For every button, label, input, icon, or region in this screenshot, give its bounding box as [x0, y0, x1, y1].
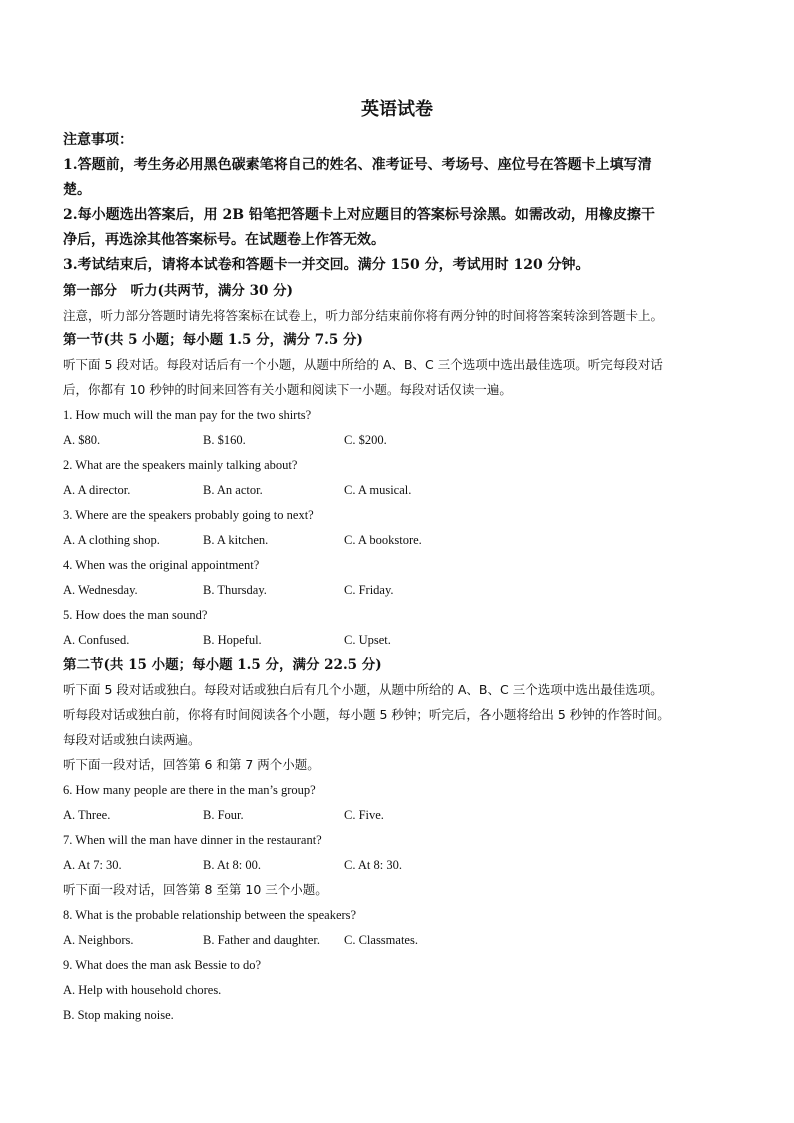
question-text: 1. How much will the man pay for the two shirts?: [63, 408, 312, 422]
question-text: 2. What are the speakers mainly talking about?: [63, 458, 298, 472]
section1-instructions: 听下面 5 段对话。每段对话后有一个小题，从题中所给的 A、B、C 三个选项中选出最佳选项。听完每段对话: [63, 357, 663, 372]
part1-heading: 第一部分 听力(共两节，满分 30 分): [63, 283, 293, 299]
notice-item: 3.考试结束后，请将本试卷和答题卡一并交回。满分 150 分，考试用时 120 分钟。: [63, 257, 590, 273]
option-b: B. At 8: 00.: [203, 858, 261, 872]
option-a: A. A director.: [63, 483, 131, 497]
option-b: B. Hopeful.: [203, 633, 262, 647]
option-a: A. Three.: [63, 808, 111, 822]
section2-heading: 第二节(共 15 小题；每小题 1.5 分，满分 22.5 分): [63, 657, 382, 673]
notice-item: 净后，再选涂其他答案标号。在试题卷上作答无效。: [63, 232, 385, 248]
option-c: C. Upset.: [344, 633, 391, 647]
notice-heading: 注意事项：: [63, 132, 133, 148]
option-b: B. Father and daughter.: [203, 933, 320, 947]
notice-item: 楚。: [63, 182, 91, 198]
group-instruction: 听下面一段对话，回答第 6 和第 7 两个小题。: [63, 757, 320, 772]
option-b: B. Thursday.: [203, 583, 267, 597]
option-a: A. $80.: [63, 433, 101, 447]
option-a: A. Neighbors.: [63, 933, 134, 947]
part1-note: 注意，听力部分答题时请先将答案标在试卷上，听力部分结束前你将有两分钟的时间将答案转涂到答题卡上。: [63, 308, 664, 323]
question-text: 5. How does the man sound?: [63, 608, 208, 622]
option-a: A. Confused.: [63, 633, 130, 647]
option-c: C. $200.: [344, 433, 387, 447]
question-text: 8. What is the probable relationship between the speakers?: [63, 908, 357, 922]
option-b: B. Four.: [203, 808, 244, 822]
option-c: C. At 8: 30.: [344, 858, 402, 872]
option-a: A. At 7: 30.: [63, 858, 122, 872]
group-instruction: 听下面一段对话，回答第 8 至第 10 三个小题。: [63, 882, 328, 897]
option-c: C. Five.: [344, 808, 384, 822]
option-a: A. A clothing shop.: [63, 533, 160, 547]
option-c: C. Friday.: [344, 583, 394, 597]
option-b: B. A kitchen.: [203, 533, 269, 547]
notice-item: 1.答题前，考生务必用黑色碳素笔将自己的姓名、准考证号、考场号、座位号在答题卡上填写清: [63, 157, 652, 173]
option-c: C. Classmates.: [344, 933, 418, 947]
section2-instructions: 听每段对话或独白前，你将有时间阅读各个小题，每小题 5 秒钟；听完后，各小题将给出 5 秒钟的作答时间。: [63, 707, 670, 722]
question-text: 9. What does the man ask Bessie to do?: [63, 958, 261, 972]
section1-instructions: 后，你都有 10 秒钟的时间来回答有关小题和阅读下一小题。每段对话仅读一遍。: [63, 382, 512, 397]
option-a: A. Help with household chores.: [63, 983, 222, 997]
section1-heading: 第一节(共 5 小题；每小题 1.5 分，满分 7.5 分): [63, 332, 363, 348]
question-text: 4. When was the original appointment?: [63, 558, 260, 572]
notice-item: 2.每小题选出答案后，用 2B 铅笔把答题卡上对应题目的答案标号涂黑。如需改动，用橡皮擦干: [63, 207, 655, 223]
section2-instructions: 听下面 5 段对话或独白。每段对话或独白后有几个小题，从题中所给的 A、B、C 三个选项中选出最佳选项。: [63, 682, 663, 697]
page-title: 英语试卷: [361, 99, 433, 120]
option-a: A. Wednesday.: [63, 583, 138, 597]
option-b: B. Stop making noise.: [63, 1008, 174, 1022]
option-c: C. A musical.: [344, 483, 412, 497]
question-text: 3. Where are the speakers probably going to next?: [63, 508, 314, 522]
section2-instructions: 每段对话或独白读两遍。: [63, 732, 201, 747]
question-text: 6. How many people are there in the man’s group?: [63, 783, 316, 797]
question-text: 7. When will the man have dinner in the restaurant?: [63, 833, 322, 847]
option-b: B. An actor.: [203, 483, 263, 497]
option-b: B. $160.: [203, 433, 246, 447]
option-c: C. A bookstore.: [344, 533, 422, 547]
